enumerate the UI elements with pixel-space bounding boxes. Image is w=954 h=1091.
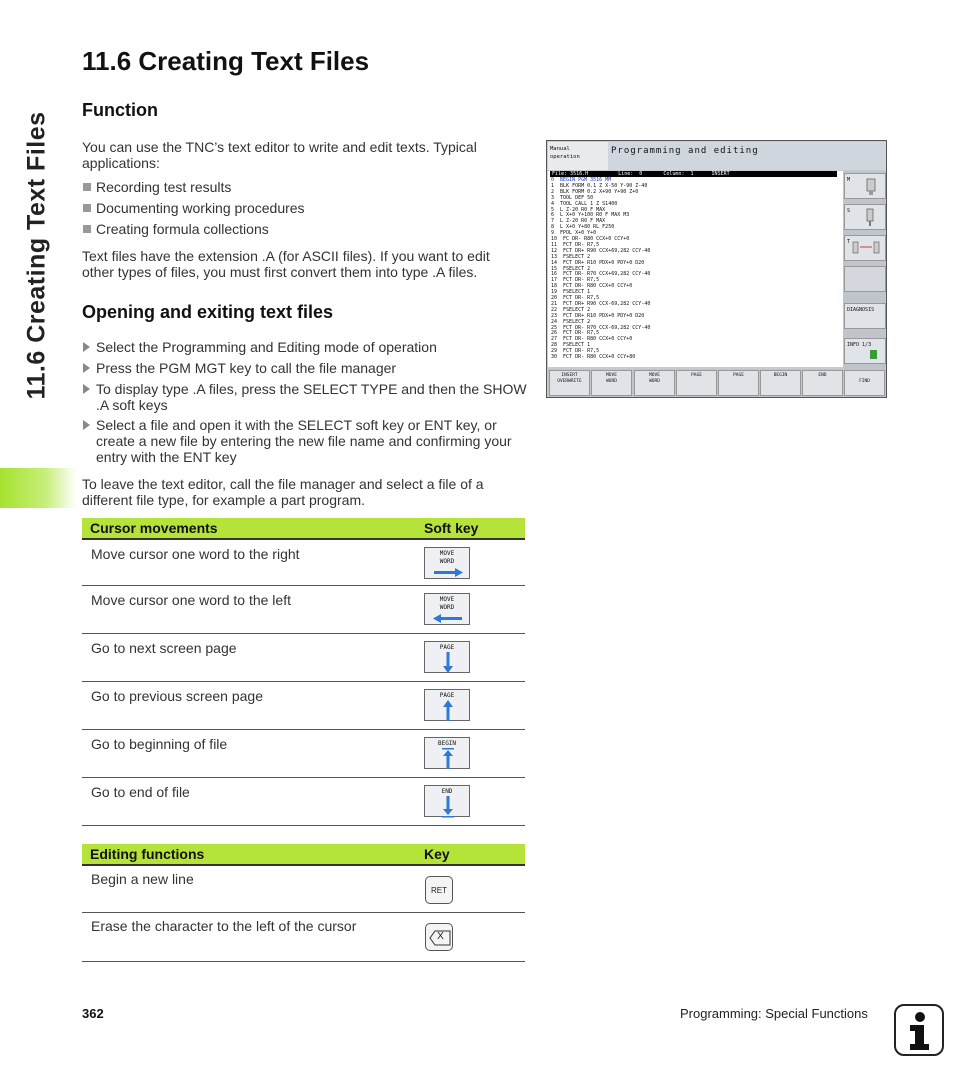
move-word-left-softkey[interactable]: MOVE WORD <box>424 593 470 625</box>
editor-line: 6 L X+0 Y+100 R0 F MAX M3 <box>551 212 630 219</box>
move-word-right-softkey[interactable]: MOVE WORD <box>424 547 470 579</box>
mode-label: Manual operation <box>548 142 608 170</box>
info-softkey[interactable]: INFO 1/3 <box>844 338 886 364</box>
applications-list <box>82 179 305 242</box>
function-intro: You can use the TNC’s text editor to write and edit texts. Typical applications: <box>82 139 477 171</box>
move-word-right-screen-softkey[interactable]: MOVE WORD <box>591 370 632 396</box>
list-item <box>82 179 305 200</box>
begin-softkey[interactable]: BEGIN <box>424 737 470 769</box>
side-softkey-s[interactable]: S <box>844 204 886 230</box>
list-item <box>82 339 527 360</box>
step-text: Select the Programming and Editing mode of operation <box>96 339 437 355</box>
page-title: 11.6 Creating Text Files <box>82 46 370 76</box>
spindle-icon <box>845 174 885 198</box>
row-label: Go to end of file <box>82 777 421 825</box>
cursor-movements-table <box>82 518 525 826</box>
row-label: Move cursor one word to the left <box>82 585 421 633</box>
screen-title: Programming and editing <box>608 142 886 170</box>
side-softkey-m[interactable]: M <box>844 173 886 199</box>
editor-line: 19 FSELECT 1 <box>551 289 591 296</box>
list-item-text: Documenting working procedures <box>96 200 305 216</box>
editor-line: 15 FSELECT 2 <box>551 265 591 272</box>
tool-icon <box>845 205 885 229</box>
opening-heading: Opening and exiting text files <box>82 302 334 322</box>
editor-line: 24 FSELECT 2 <box>551 318 591 325</box>
backspace-key-label: X <box>437 931 444 942</box>
editor-line: 17 FCT DR- R7,5 <box>551 277 600 284</box>
side-tab-marker <box>0 468 76 508</box>
editor-line: 23 FCT DR+ R10 PDX+0 PDY+0 D20 <box>551 312 645 319</box>
side-softkey-empty[interactable] <box>844 266 886 292</box>
bullet-square-icon <box>83 183 91 191</box>
step-text: Press the PGM MGT key to call the file manager <box>96 360 397 376</box>
row-label: Erase the character to the left of the cursor <box>82 912 421 961</box>
step-arrow-icon <box>83 342 90 352</box>
ret-key[interactable]: RET <box>425 876 453 904</box>
step-arrow-icon <box>83 363 90 373</box>
row-label: Go to beginning of file <box>82 729 421 777</box>
function-heading: Function <box>82 100 158 120</box>
list-item <box>82 381 527 417</box>
list-item <box>82 200 305 221</box>
page-down-screen-softkey[interactable]: PAGE <box>676 370 717 396</box>
steps-list <box>82 339 527 467</box>
editor-line: 5 L Z-20 R0 F MAX <box>551 206 606 213</box>
table-row <box>82 777 525 825</box>
side-tab <box>12 40 62 470</box>
editor-line: 30 FCT DR- R80 CCX+0 CCY+80 <box>551 354 636 360</box>
table-header: Key <box>421 844 525 865</box>
editor-line: 10 FC DR- R80 CCX+0 CCY+0 <box>551 236 630 242</box>
info-glyph <box>896 1006 942 1054</box>
bullet-square-icon <box>83 225 91 233</box>
screen-softkey-bar <box>548 369 843 397</box>
editor-line: 13 FSELECT 2 <box>551 253 591 260</box>
backspace-key[interactable] <box>425 923 453 951</box>
editor-line: 25 FCT DR- R70 CCX-69,282 CCY-40 <box>551 324 651 331</box>
editor-line: 22 FSELECT 2 <box>551 306 591 313</box>
page-down-softkey[interactable]: PAGE <box>424 641 470 673</box>
editor-line: 18 FCT DR- R80 CCX+0 CCY+0 <box>551 283 633 290</box>
table-row <box>82 729 525 777</box>
editor-line: 20 FCT DR- R7,5 <box>551 295 600 301</box>
move-word-left-screen-softkey[interactable]: MOVE WORD <box>634 370 675 396</box>
editor-line: 3 TOOL DEF 50 <box>551 194 594 201</box>
leave-note: To leave the text editor, call the file manager and select a file of a different file type, for example a part program. <box>82 476 484 508</box>
page-up-softkey[interactable]: PAGE <box>424 689 470 721</box>
arrow-to-bottom-icon <box>425 786 471 818</box>
arrow-to-top-icon <box>425 738 471 770</box>
arrow-down-icon <box>425 642 471 674</box>
table-row <box>82 912 525 961</box>
editor-line: 12 FCT DR+ R90 CCX+69,282 CCY-40 <box>551 247 651 254</box>
editor-line: 0 BEGIN PGM 3516 MM <box>551 177 612 183</box>
table-header: Editing functions <box>82 844 421 865</box>
table-row <box>82 865 525 912</box>
side-tab-label: 11.6 Creating Text Files <box>22 110 51 400</box>
step-arrow-icon <box>83 420 90 430</box>
step-arrow-icon <box>83 384 90 394</box>
find-softkey[interactable]: FIND <box>844 370 885 396</box>
tool-change-icon <box>845 236 885 260</box>
end-screen-softkey[interactable]: END <box>802 370 843 396</box>
info-icon <box>894 1004 944 1056</box>
begin-screen-softkey[interactable]: BEGIN <box>760 370 801 396</box>
page-number: 362 <box>82 1006 104 1021</box>
end-softkey[interactable]: END <box>424 785 470 817</box>
list-item <box>82 417 527 467</box>
editor-line: 26 FCT DR- R7,5 <box>551 330 600 337</box>
tnc-screen <box>546 140 887 398</box>
list-item <box>82 360 527 381</box>
list-item-text: Creating formula collections <box>96 221 269 237</box>
page-up-screen-softkey[interactable]: PAGE <box>718 370 759 396</box>
bullet-square-icon <box>83 204 91 212</box>
editor-line: 8 L X+0 Y+80 RL F250 <box>551 224 615 231</box>
insert-overwrite-softkey[interactable]: INSERT OVERWRITE <box>549 370 590 396</box>
editing-functions-table <box>82 844 525 962</box>
editor-line: 14 FCT DR+ R10 PDX+0 PDY+0 D20 <box>551 259 645 266</box>
screen-side-softkeys <box>843 171 887 397</box>
row-label: Begin a new line <box>82 865 421 912</box>
editor-line: 16 FCT DR- R70 CCX+69,282 CCY-40 <box>551 271 651 278</box>
table-row <box>82 585 525 633</box>
step-text: Select a file and open it with the SELECT soft key or ENT key, or create a new file by entering the new file name and confirming your entry with the ENT key <box>96 417 512 465</box>
editor-line: 28 FSELECT 1 <box>551 342 591 349</box>
arrow-left-icon <box>425 594 471 626</box>
table-row <box>82 681 525 729</box>
table-row <box>82 539 525 585</box>
editor-line: 21 FCT DR+ R90 CCX-69,282 CCY-40 <box>551 300 651 307</box>
table-header: Cursor movements <box>82 518 421 539</box>
editor-status-bar: File: 3516.H Line: 0 Column: 1 INSERT <box>550 171 837 177</box>
editor-line: 7 L Z-20 R0 F MAX <box>551 218 606 225</box>
editor-line: 2 BLK FORM 0.2 X+90 Y+90 Z+0 <box>551 188 639 195</box>
editor-line: 1 BLK FORM 0.1 Z X-50 Y-90 Z-40 <box>551 182 648 189</box>
editor-line: 4 TOOL CALL 1 Z S1400 <box>551 200 618 207</box>
editor-line: 29 FCT DR- R7,5 <box>551 348 600 355</box>
table-header: Soft key <box>421 518 525 539</box>
arrow-up-icon <box>425 690 471 722</box>
step-text: To display type .A files, press the SELECT TYPE and then the SHOW .A soft keys <box>96 381 527 413</box>
row-label: Go to next screen page <box>82 633 421 681</box>
extension-note: Text files have the extension .A (for ASCII files). If you want to edit other types of files, you must first convert them into type .A files. <box>82 248 490 280</box>
footer-chapter: Programming: Special Functions <box>680 1006 868 1021</box>
editor-line: 11 FCT DR- R7,5 <box>551 241 600 248</box>
list-item <box>82 221 305 242</box>
diagnosis-softkey[interactable]: DIAGNOSIS <box>844 303 886 329</box>
list-item-text: Recording test results <box>96 179 232 195</box>
editor-area[interactable] <box>548 171 843 367</box>
editor-line: 27 FCT DR- R80 CCX+0 CCY+0 <box>551 336 633 343</box>
side-softkey-t[interactable]: T <box>844 235 886 261</box>
arrow-right-icon <box>425 548 471 580</box>
table-row <box>82 633 525 681</box>
row-label: Move cursor one word to the right <box>82 539 421 585</box>
editor-line: 9 FPOL X+0 Y+0 <box>551 230 597 237</box>
row-label: Go to previous screen page <box>82 681 421 729</box>
